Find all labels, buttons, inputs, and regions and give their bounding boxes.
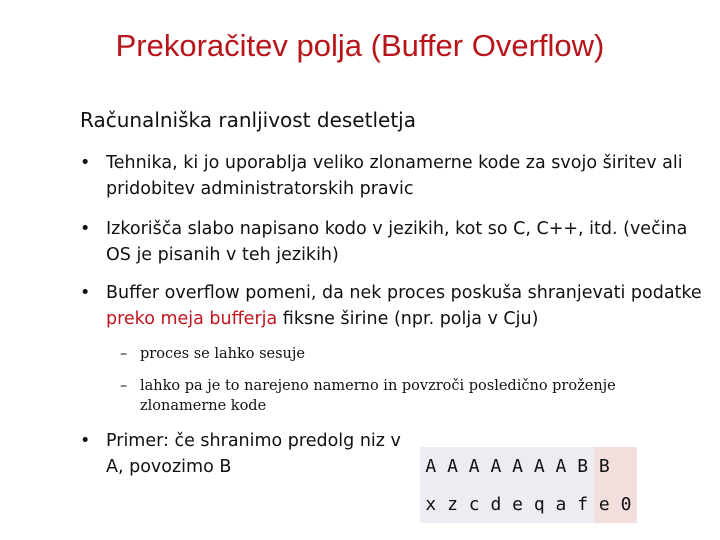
input-char-cell: x — [420, 485, 442, 523]
slide-subtitle: Računalniška ranljivost desetletja — [80, 108, 416, 132]
bullet-text: Izkorišča slabo napisano kodo v jezikih, kot so C, C++, itd. (večina OS je pisanih v teh jezikih) — [106, 219, 688, 265]
subbullet-text: lahko pa je to narejeno namerno in povzroči posledično proženje zlonamerne kode — [140, 378, 616, 414]
subbullet-item — [120, 344, 680, 366]
buffer-cell-b — [615, 447, 637, 485]
highlighted-phrase: preko meja bufferja — [106, 309, 278, 329]
buffer-cell-a: A — [507, 447, 529, 485]
input-char-cell: d — [485, 485, 507, 523]
bullet-item — [80, 280, 700, 332]
buffer-cell-a: A — [420, 447, 442, 485]
input-char-cell: e — [594, 485, 616, 523]
input-char-cell: a — [550, 485, 572, 523]
input-char-cell: c — [463, 485, 485, 523]
input-char-cell: z — [442, 485, 464, 523]
buffer-cell-a: A — [528, 447, 550, 485]
bullet-text: Tehnika, ki jo uporablja veliko zlonamerne kode za svojo širitev ali pridobitev administratorskih pravic — [106, 153, 683, 199]
bullet-marker: • — [80, 431, 91, 451]
buffer-cell-a: B — [572, 447, 594, 485]
buffer-row-input — [420, 485, 637, 523]
buffer-cell-a: A — [485, 447, 507, 485]
slide-title: Prekoračitev polja (Buffer Overflow) — [115, 28, 605, 63]
bullet-text — [106, 280, 706, 332]
buffer-cell-a: A — [550, 447, 572, 485]
buffer-cell-b: B — [594, 447, 616, 485]
subbullet-item — [120, 376, 680, 418]
buffer-row-ab — [420, 447, 637, 485]
input-char-cell: f — [572, 485, 594, 523]
bullet-marker: • — [80, 153, 91, 173]
subbullet-text: proces se lahko sesuje — [140, 346, 305, 362]
buffer-cell-a: A — [442, 447, 464, 485]
bullet-text: Primer: če shranimo predolg niz v A, povozimo B — [106, 431, 401, 477]
dash-marker: – — [120, 378, 128, 394]
bullet-marker: • — [80, 219, 91, 239]
dash-marker: – — [120, 346, 128, 362]
buffer-cell-a: A — [463, 447, 485, 485]
bullet-marker: • — [80, 283, 91, 303]
bullet-item — [80, 428, 410, 480]
input-char-cell: 0 — [615, 485, 637, 523]
bullet-text-after: fiksne širine (npr. polja v Cju) — [277, 309, 539, 329]
input-char-cell: q — [528, 485, 550, 523]
buffer-diagram — [420, 447, 637, 523]
bullet-item — [80, 150, 700, 202]
bullet-item — [80, 216, 700, 268]
bullet-text-before: Buffer overflow pomeni, da nek proces poskuša shranjevati podatke — [106, 283, 702, 303]
input-char-cell: e — [507, 485, 529, 523]
